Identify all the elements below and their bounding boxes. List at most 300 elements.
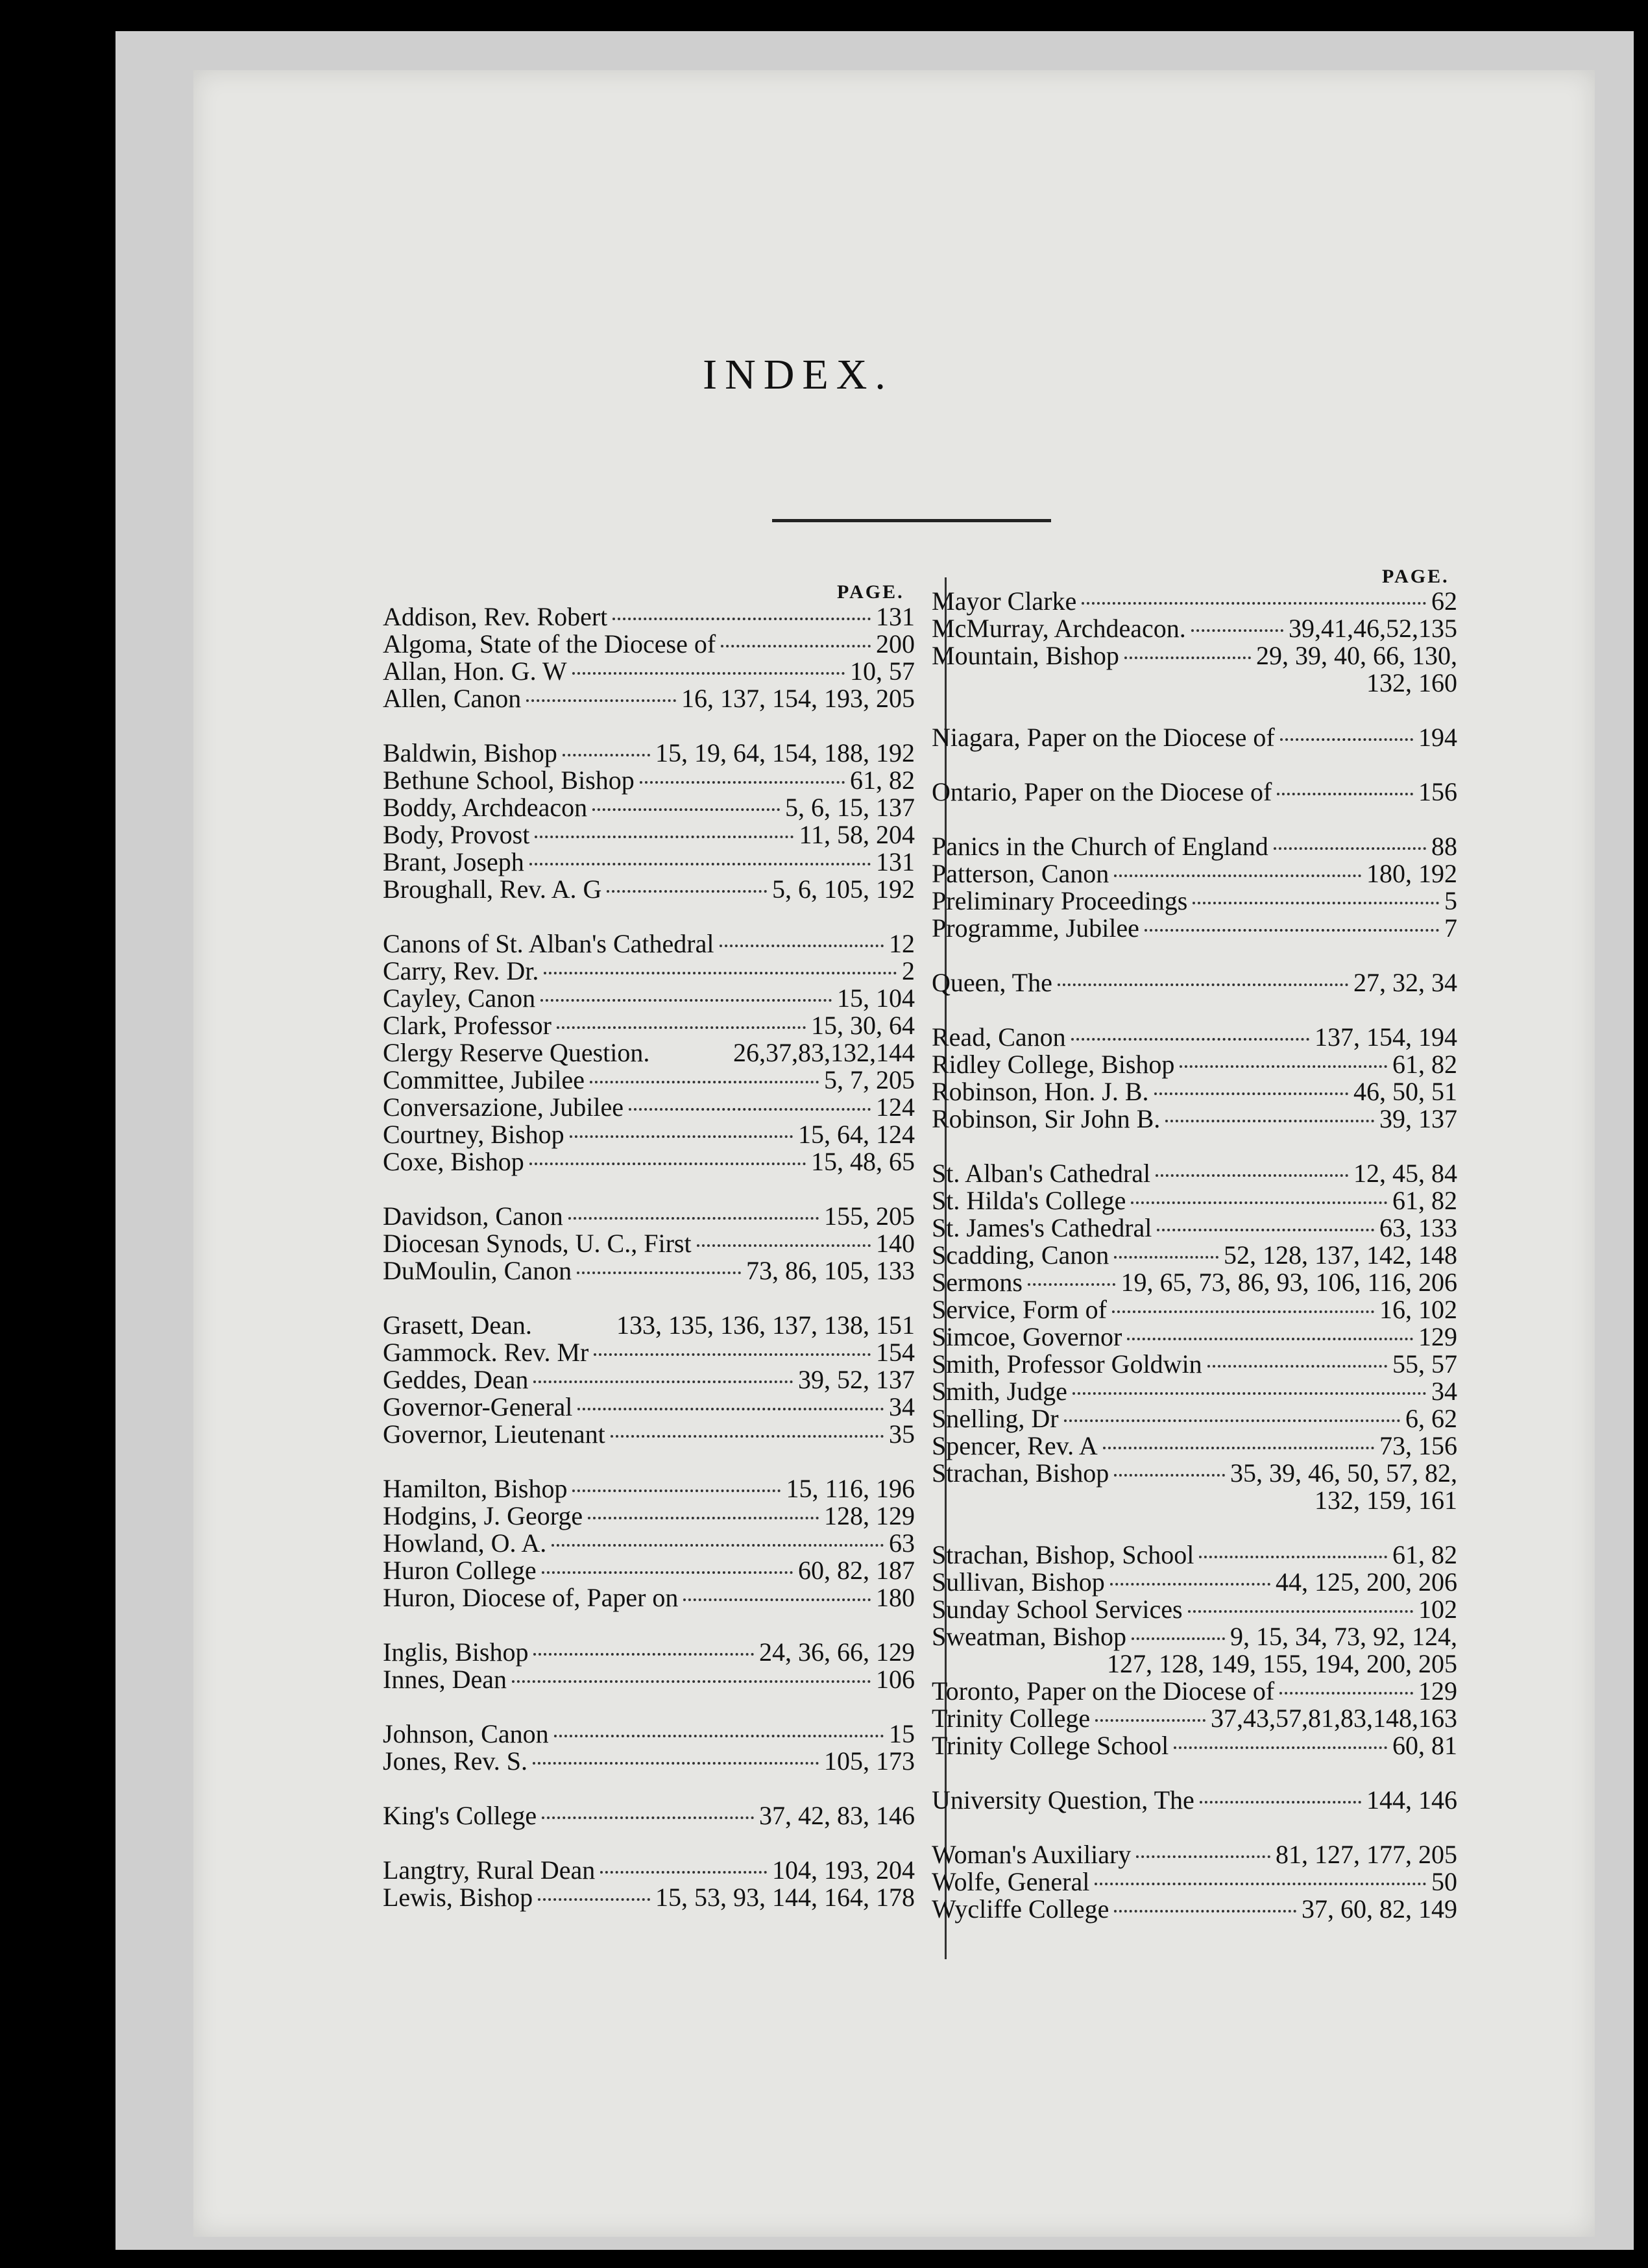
index-entry [383,631,915,658]
index-entry [932,1214,1457,1242]
entry-gap [932,806,1457,833]
index-entry-name: Geddes, Dean [383,1365,529,1394]
dot-leader [683,1589,871,1601]
index-entry-pages: 60, 82, 187 [798,1556,915,1585]
index-entry-name: Simcoe, Governor [932,1322,1122,1351]
index-entry-pages: 128, 129 [824,1501,915,1530]
entry-gap [383,1448,915,1475]
index-entry [383,1039,915,1067]
index-entry-name: Smith, Professor Goldwin [932,1349,1202,1379]
dot-leader [1207,1356,1387,1368]
index-entry-pages: 35, 39, 46, 50, 57, 82, [1230,1458,1457,1488]
index-entry [932,1432,1457,1460]
index-entry-pages: 61, 82 [850,766,915,795]
index-entry-pages: 73, 156 [1379,1431,1457,1460]
dot-leader [1188,1601,1413,1613]
index-entry-name: Clark, Professor [383,1011,551,1040]
dot-leader [1064,1410,1400,1422]
index-entry [383,1557,915,1584]
index-entry [383,1312,915,1339]
index-entry-name: Panics in the Church of England [932,832,1268,861]
index-entry [932,1269,1457,1296]
index-entry-pages: 15, 19, 64, 154, 188, 192 [655,738,915,767]
index-entry-name: Strachan, Bishop, School [932,1540,1194,1569]
index-entry-name: Huron College [383,1556,537,1585]
index-entry-name: Programme, Jubilee [932,913,1139,943]
dot-leader [592,799,780,811]
entry-gap [932,751,1457,778]
index-entry [383,930,915,958]
dot-leader [542,1562,793,1574]
index-entry-pages: 194 [1418,723,1457,752]
index-entry [383,1748,915,1775]
dot-leader [577,1399,884,1410]
index-entry-pages: 52, 128, 137, 142, 148 [1224,1240,1457,1270]
index-entry-pages: 15, 104 [837,983,915,1013]
index-entry [383,1639,915,1666]
index-entry-name: Snelling, Dr [932,1404,1059,1433]
dot-leader [533,1644,754,1656]
entry-gap [383,1693,915,1720]
index-entry-pages: 39, 52, 137 [798,1365,915,1394]
index-entry [932,1378,1457,1405]
index-entry-name: Patterson, Canon [932,859,1109,888]
index-entry-pages: 124 [876,1092,915,1122]
index-entry-pages: 137, 154, 194 [1315,1022,1457,1052]
index-entry-name: Bethune School, Bishop [383,766,635,795]
index-entry [932,642,1457,670]
index-entry-name: Wycliffe College [932,1894,1109,1924]
index-entry [932,1705,1457,1732]
index-entry [932,860,1457,887]
dot-leader [1114,1465,1225,1477]
index-entry-name: Sweatman, Bishop [932,1622,1126,1651]
index-entry-pages: 46, 50, 51 [1353,1077,1457,1106]
entry-gap [383,712,915,740]
index-entry [383,794,915,821]
index-entry-name: Canons of St. Alban's Cathedral [383,929,714,958]
dot-leader [1274,838,1426,850]
index-entry-name: Sullivan, Bishop [932,1567,1105,1597]
dot-leader [1058,974,1348,986]
index-entry-name: Broughall, Rev. A. G [383,875,602,904]
index-entry-name: Davidson, Canon [383,1201,563,1231]
dot-leader [1277,784,1413,795]
dot-leader [540,990,832,1002]
index-entry-name: Service, Form of [932,1295,1107,1324]
index-entry-name: Addison, Rev. Robert [383,602,608,631]
index-entry-name: Scadding, Canon [932,1240,1109,1270]
index-entry [383,876,915,903]
index-entry-name: Smith, Judge [932,1377,1067,1406]
entry-gap [383,1176,915,1203]
index-entry-pages: 5, 6, 15, 137 [785,793,915,822]
index-entry [932,1105,1457,1133]
index-entry-pages: 144, 146 [1366,1785,1457,1815]
dot-leader [1110,1574,1270,1586]
index-entry-pages: 131 [876,847,915,876]
index-entry-name: Trinity College School [932,1731,1169,1760]
index-entry [932,1678,1457,1705]
dot-leader [557,1017,806,1029]
index-entry [383,1094,915,1121]
index-entry [932,1841,1457,1868]
entry-gap [383,1829,915,1857]
index-entry-name: Allan, Hon. G. W [383,657,567,686]
index-entry-pages: 73, 86, 105, 133 [746,1256,915,1285]
index-entry [383,658,915,685]
index-entry-pages: 15, 116, 196 [786,1474,915,1503]
index-entry-name: Sunday School Services [932,1595,1183,1624]
index-entry-name: St. Alban's Cathedral [932,1159,1151,1188]
entry-gap [383,903,915,930]
index-entry [383,1802,915,1829]
dot-leader [1114,1901,1296,1912]
index-entry-pages: 6, 62 [1405,1404,1457,1433]
index-entry-name: Howland, O. A. [383,1528,547,1558]
entry-gap [932,996,1457,1024]
index-entry-pages: 7 [1444,913,1457,943]
index-entry-pages: 62 [1431,586,1457,616]
dot-leader [572,663,845,675]
index-entry-pages: 16, 137, 154, 193, 205 [681,684,915,713]
index-entry-name: Hodgins, J. George [383,1501,583,1530]
index-entry [383,1203,915,1230]
index-entry-name: Body, Provost [383,820,530,849]
index-entry-name: Diocesan Synods, U. C., First [383,1229,692,1258]
index-entry-name: DuMoulin, Canon [383,1256,572,1285]
index-entry-pages: 15, 30, 64 [811,1011,915,1040]
index-entry-name: Algoma, State of the Diocese of [383,629,716,658]
index-entry [932,1405,1457,1432]
dot-leader [720,935,884,947]
index-entry-name: Clergy Reserve Question. [383,1038,650,1067]
index-entry-pages: 15, 64, 124 [798,1120,915,1149]
entry-gap [932,1814,1457,1841]
entry-gap [932,1133,1457,1160]
index-entry-name: Allen, Canon [383,684,522,713]
index-entry [383,1666,915,1693]
index-entry [932,1078,1457,1105]
dot-leader [1132,1628,1225,1640]
dot-leader [1199,1547,1387,1558]
dot-leader [1131,1192,1387,1204]
index-entry-pages: 5, 6, 105, 192 [772,875,915,904]
dot-leader [1082,593,1426,605]
dot-leader [611,1426,884,1438]
dot-leader [1193,893,1439,904]
index-entry-pages: 180, 192 [1366,859,1457,888]
index-entry [932,1868,1457,1896]
index-entry [932,1787,1457,1814]
dot-leader [1127,1329,1413,1340]
index-entry-name: Huron, Diocese of, Paper on [383,1583,679,1612]
index-entry-pages: 106 [876,1665,915,1694]
index-entry-pages: 5, 7, 205 [824,1065,915,1094]
index-entry-pages: 19, 65, 73, 86, 93, 106, 116, 206 [1121,1268,1457,1297]
dot-leader [1124,647,1251,659]
index-entry [383,1584,915,1611]
index-entry-pages: 34 [889,1392,915,1421]
dot-leader [529,1153,806,1165]
dot-leader [590,1072,819,1083]
title-rule [772,519,1051,522]
index-entry-name: Carry, Rev. Dr. [383,956,539,985]
index-entry [383,1857,915,1884]
index-entry-pages: 50 [1431,1867,1457,1896]
dot-leader [554,1726,884,1737]
index-entry [383,1530,915,1557]
index-entry-name: Strachan, Bishop [932,1458,1109,1488]
dot-leader [655,1047,728,1056]
index-entry-name: Coxe, Bishop [383,1147,524,1176]
index-entry [932,887,1457,915]
dot-leader [1114,1247,1218,1259]
index-entry-name: King's College [383,1801,537,1830]
dot-leader [640,772,845,784]
index-entry-name: Conversazione, Jubilee [383,1092,624,1122]
index-entry-pages: 5 [1444,886,1457,915]
dot-leader [568,1208,819,1220]
index-entry-pages: 29, 39, 40, 66, 130, [1256,641,1457,670]
index-entry-name: Wolfe, General [932,1867,1090,1896]
index-entry [932,1569,1457,1596]
index-entry-pages: 61, 82 [1392,1186,1457,1215]
index-entry-pages: 88 [1431,832,1457,861]
dot-leader [1114,865,1361,877]
index-entry [932,1541,1457,1569]
index-entry-pages: 129 [1418,1676,1457,1706]
index-entry [383,849,915,876]
index-entry [383,1012,915,1039]
index-entry-pages: 26,37,83,132,144 [733,1038,915,1067]
dot-leader [563,745,650,756]
dot-leader [1103,1438,1374,1449]
dot-leader [600,1862,767,1874]
dot-leader [1180,1056,1387,1068]
index-column-right [932,588,1457,1923]
index-entry-pages: 15 [889,1719,915,1748]
index-entry-name: Preliminary Proceedings [932,886,1188,915]
index-entry-pages: 12, 45, 84 [1353,1159,1457,1188]
dot-leader [533,1753,819,1765]
index-entry-pages: 61, 82 [1392,1050,1457,1079]
dot-leader [1191,620,1283,632]
entry-gap [932,1759,1457,1787]
index-entry [383,985,915,1012]
index-entry-pages: 24, 36, 66, 129 [759,1637,915,1667]
dot-leader [577,1262,741,1274]
dot-leader [1174,1737,1387,1749]
index-entry-name: Courtney, Bishop [383,1120,564,1149]
index-entry-name: Johnson, Canon [383,1719,549,1748]
index-entry [383,1720,915,1748]
index-entry-name: Woman's Auxiliary [932,1840,1132,1869]
index-entry [932,969,1457,996]
entry-gap [383,1775,915,1802]
index-entry-name: Brant, Joseph [383,847,524,876]
dot-leader [1165,1111,1374,1122]
index-entry-pages: 39,41,46,52,135 [1289,614,1457,643]
dot-leader [1280,729,1413,741]
dot-leader [542,1807,754,1819]
index-entry-pages: 81, 127, 177, 205 [1276,1840,1457,1869]
dot-leader [588,1508,819,1519]
index-entry [932,778,1457,806]
index-entry-pages: 15, 48, 65 [811,1147,915,1176]
index-entry-continuation: 132, 160 [1366,668,1457,697]
index-entry-name: Robinson, Sir John B. [932,1104,1161,1133]
index-entry [932,1051,1457,1078]
index-entry [383,958,915,985]
index-entry [932,1242,1457,1269]
index-entry [383,1148,915,1176]
dot-leader [1028,1274,1115,1286]
index-entry-pages: 63 [889,1528,915,1558]
index-entry-pages: 61, 82 [1392,1540,1457,1569]
dot-leader [607,881,767,893]
dot-leader [1071,1029,1309,1041]
dot-leader [1095,1710,1206,1722]
index-entry-pages: 104, 193, 204 [772,1855,915,1885]
page-column-label-right: PAGE. [1382,566,1449,587]
dot-leader [721,636,871,647]
index-entry [932,833,1457,860]
index-entry-name: Trinity College [932,1704,1091,1733]
dot-leader [537,1320,611,1329]
index-entry-pages: 154 [876,1338,915,1367]
index-column-left [383,603,915,1911]
index-entry-name: Queen, The [932,968,1052,997]
dot-leader [1145,920,1439,932]
index-entry-name: Jones, Rev. S. [383,1746,527,1776]
index-entry-name: Read, Canon [932,1022,1066,1052]
index-entry-name: Spencer, Rev. A [932,1431,1098,1460]
index-entry-pages: 133, 135, 136, 137, 138, 151 [616,1310,915,1340]
index-entry-pages: 39, 137 [1379,1104,1457,1133]
index-entry [383,1502,915,1530]
index-entry-pages: 200 [876,629,915,658]
index-entry [383,1366,915,1393]
index-entry [383,1230,915,1257]
dot-leader [526,690,676,702]
index-entry-pages: 12 [889,929,915,958]
index-entry-name: St. James's Cathedral [932,1213,1152,1242]
index-entry [383,1475,915,1502]
index-entry [932,1160,1457,1187]
index-entry-pages: 131 [876,602,915,631]
entry-gap [932,1514,1457,1541]
index-entry-name: Innes, Dean [383,1665,507,1694]
dot-leader [1200,1792,1361,1804]
index-entry-pages: 44, 125, 200, 206 [1276,1567,1457,1597]
index-entry [932,1596,1457,1623]
index-entry [383,767,915,794]
index-entry-name: Lewis, Bishop [383,1883,533,1912]
index-entry [932,1187,1457,1214]
index-entry-pages: 9, 15, 34, 73, 92, 124, [1230,1622,1457,1651]
index-entry-name: Langtry, Rural Dean [383,1855,596,1885]
index-entry-name: McMurray, Archdeacon. [932,614,1186,643]
index-entry-pages: 60, 81 [1392,1731,1457,1760]
index-entry-name: Baldwin, Bishop [383,738,557,767]
dot-leader [612,609,871,620]
entry-gap [932,697,1457,724]
dot-leader [1154,1083,1349,1095]
index-entry [932,1323,1457,1351]
entry-gap [383,1611,915,1639]
page-column-label-left: PAGE. [837,581,904,603]
index-entry [932,1732,1457,1759]
index-entry-pages: 37, 42, 83, 146 [759,1801,915,1830]
index-entry [383,603,915,631]
index-entry [932,1296,1457,1323]
index-entry-name: Governor, Lieutenant [383,1419,605,1449]
index-entry [383,1121,915,1148]
index-entry-pages: 15, 53, 93, 144, 164, 178 [655,1883,915,1912]
index-entry-pages: 34 [1431,1377,1457,1406]
index-entry-name: University Question, The [932,1785,1194,1815]
index-entry-name: Ontario, Paper on the Diocese of [932,777,1272,806]
dot-leader [1072,1383,1426,1395]
index-entry-name: Inglis, Bishop [383,1637,529,1667]
entry-gap [383,1285,915,1312]
index-entry-pages: 11, 58, 204 [799,820,915,849]
index-entry-name: Mountain, Bishop [932,641,1119,670]
dot-leader [594,1344,871,1356]
index-entry [383,821,915,849]
index-entry-pages: 55, 57 [1392,1349,1457,1379]
index-entry-pages: 140 [876,1229,915,1258]
index-entry [932,1460,1457,1487]
index-entry-pages: 102 [1418,1595,1457,1624]
dot-leader [533,1371,793,1383]
index-entry-name: Boddy, Archdeacon [383,793,588,822]
dot-leader [512,1671,871,1683]
dot-leader [697,1235,871,1247]
index-entry-continuation: 132, 159, 161 [1315,1486,1457,1515]
index-entry [932,615,1457,642]
index-entry [932,724,1457,751]
dot-leader [629,1099,871,1111]
index-entry-name: Governor-General [383,1392,573,1421]
index-entry-pages: 180 [876,1583,915,1612]
dot-leader [535,826,794,838]
index-entry [932,1351,1457,1378]
index-entry-pages: 37, 60, 82, 149 [1302,1894,1457,1924]
index-entry-pages: 105, 173 [824,1746,915,1776]
index-entry [383,1393,915,1421]
index-entry [932,1623,1457,1650]
index-entry-name: Grasett, Dean. [383,1310,532,1340]
index-entry [932,588,1457,615]
index-entry-name: Committee, Jubilee [383,1065,585,1094]
index-entry-name: Gammock. Rev. Mr [383,1338,589,1367]
dot-leader [1136,1846,1270,1858]
index-entry-pages: 16, 102 [1379,1295,1457,1324]
dot-leader [1279,1683,1413,1695]
index-entry-pages: 2 [902,956,915,985]
index-entry-pages: 155, 205 [824,1201,915,1231]
index-entry-pages: 27, 32, 34 [1353,968,1457,997]
dot-leader [551,1535,884,1547]
dot-leader [1157,1220,1374,1231]
index-entry [932,1896,1457,1923]
page-title: INDEX. [703,351,893,398]
index-entry [383,740,915,767]
index-entry [383,685,915,712]
index-entry [932,1024,1457,1051]
